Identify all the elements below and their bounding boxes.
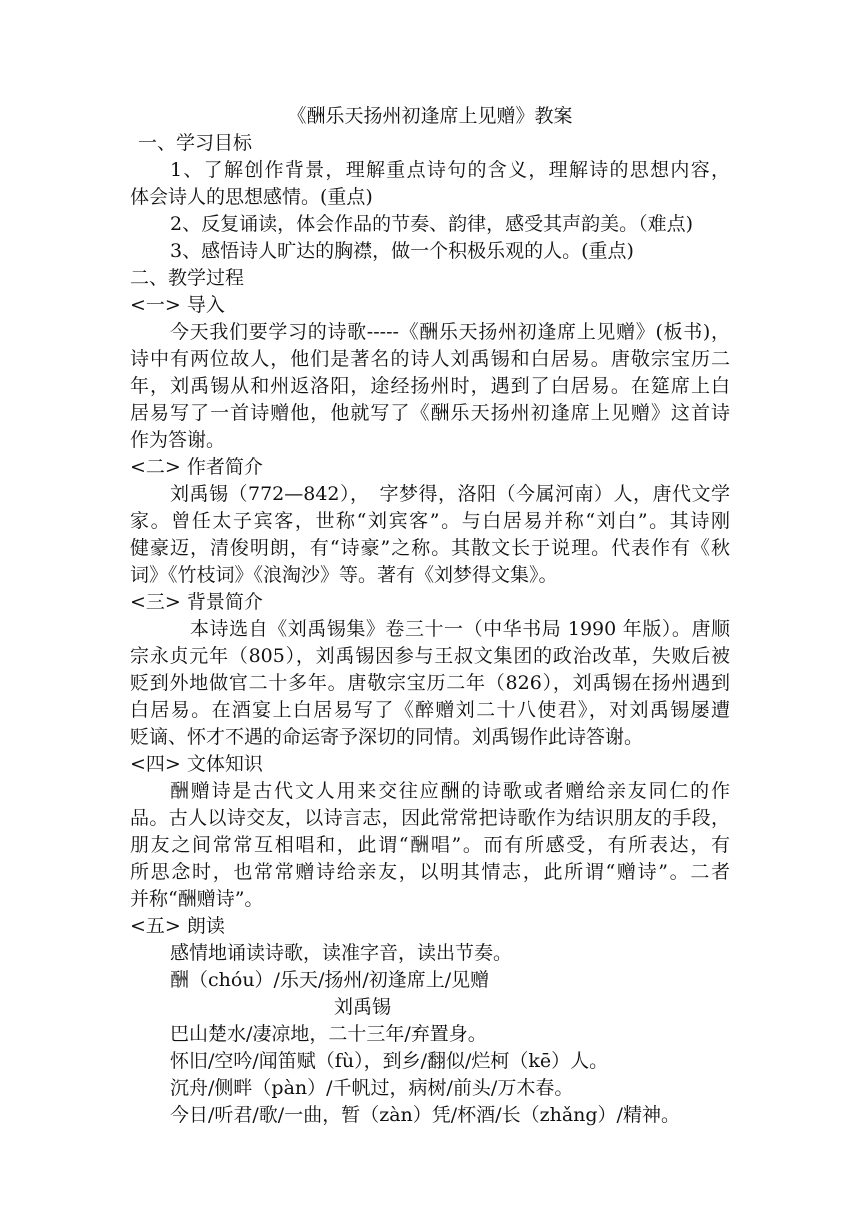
- author-line: 健豪迈，清俊明朗，有“诗豪”之称。其散文长于说理。代表作有《秋: [130, 537, 730, 559]
- subsection-heading-intro: <一> 导入: [130, 294, 225, 316]
- section-heading-process: 二、教学过程: [130, 267, 245, 289]
- reading-instruction: 感情地诵读诗歌，读准字音，读出节奏。: [170, 942, 513, 964]
- goal-1-line-2: 体会诗人的思想感情。(重点): [130, 186, 373, 208]
- author-line: 词》《竹枝词》《浪淘沙》等。著有《刘梦得文集》。: [130, 564, 558, 586]
- genre-line: 酬赠诗是古代文人用来交往应酬的诗歌或者赠给亲友同仁的作: [170, 780, 730, 802]
- goal-1-line-1: 1、了解创作背景，理解重点诗句的含义，理解诗的思想内容，: [170, 159, 730, 181]
- intro-line: 年，刘禹锡从和州返洛阳，途经扬州时，遇到了白居易。在筵席上白: [130, 375, 730, 397]
- background-line: 宗永贞元年（805），刘禹锡因参与王叔文集团的政治改革，失败后被: [130, 645, 730, 667]
- genre-line: 朋友之间常常互相唱和，此谓“酬唱”。而有所感受，有所表达，有: [130, 834, 730, 856]
- goal-3: 3、感悟诗人旷达的胸襟，做一个积极乐观的人。(重点): [170, 240, 634, 262]
- intro-line: 作为答谢。: [130, 429, 226, 451]
- author-line: 刘禹锡（772—842）， 字梦得，洛阳（今属河南）人，唐代文学: [170, 483, 730, 505]
- subsection-heading-genre: <四> 文体知识: [130, 753, 263, 775]
- section-heading-goals: 一、学习目标: [138, 132, 253, 154]
- background-line: 本诗选自《刘禹锡集》卷三十一（中华书局 1990 年版）。唐顺: [190, 618, 730, 640]
- poem-author: 刘禹锡: [334, 996, 392, 1018]
- subsection-heading-background: <三> 背景简介: [130, 591, 263, 613]
- subsection-heading-reading: <五> 朗读: [130, 915, 225, 937]
- poem-line: 巴山楚水/凄凉地，二十三年/弃置身。: [170, 1023, 487, 1045]
- genre-line: 并称“酬赠诗”。: [130, 888, 264, 910]
- poem-line: 沉舟/侧畔（pàn）/千帆过，病树/前头/万木春。: [170, 1077, 574, 1099]
- background-line: 贬到外地做官二十多年。唐敬宗宝历二年（826），刘禹锡在扬州遇到: [130, 672, 730, 694]
- intro-line: 居易写了一首诗赠他，他就写了《酬乐天扬州初逢席上见赠》这首诗: [130, 402, 730, 424]
- intro-line: 今天我们要学习的诗歌-----《酬乐天扬州初逢席上见赠》(板书)，: [170, 321, 730, 343]
- poem-line: 怀旧/空吟/闻笛赋（fù），到乡/翻似/烂柯（kē）人。: [170, 1050, 609, 1072]
- intro-line: 诗中有两位故人，他们是著名的诗人刘禹锡和白居易。唐敬宗宝历二: [130, 348, 730, 370]
- genre-line: 所思念时，也常常赠诗给亲友，以明其情志，此所谓“赠诗”。二者: [130, 861, 730, 883]
- author-line: 家。曾任太子宾客，世称“刘宾客”。与白居易并称“刘白”。其诗刚: [130, 510, 730, 532]
- poem-line: 今日/听君/歌/一曲，暂（zàn）凭/杯酒/长（zhǎng）/精神。: [170, 1104, 680, 1126]
- background-line: 白居易。在酒宴上白居易写了《醉赠刘二十八使君》，对刘禹锡屡遭: [130, 699, 730, 721]
- subsection-heading-author: <二> 作者简介: [130, 456, 263, 478]
- background-line: 贬谪、怀才不遇的命运寄予深切的同情。刘禹锡作此诗答谢。: [130, 726, 644, 748]
- document-title: 《酬乐天扬州初逢席上见赠》教案: [287, 105, 573, 127]
- goal-2: 2、反复诵读，体会作品的节奏、韵律，感受其声韵美。（难点): [170, 213, 694, 235]
- genre-line: 品。古人以诗交友，以诗言志，因此常常把诗歌作为结识朋友的手段，: [130, 807, 730, 829]
- poem-title: 酬（chóu）/乐天/扬州/初逢席上/见赠: [170, 969, 490, 991]
